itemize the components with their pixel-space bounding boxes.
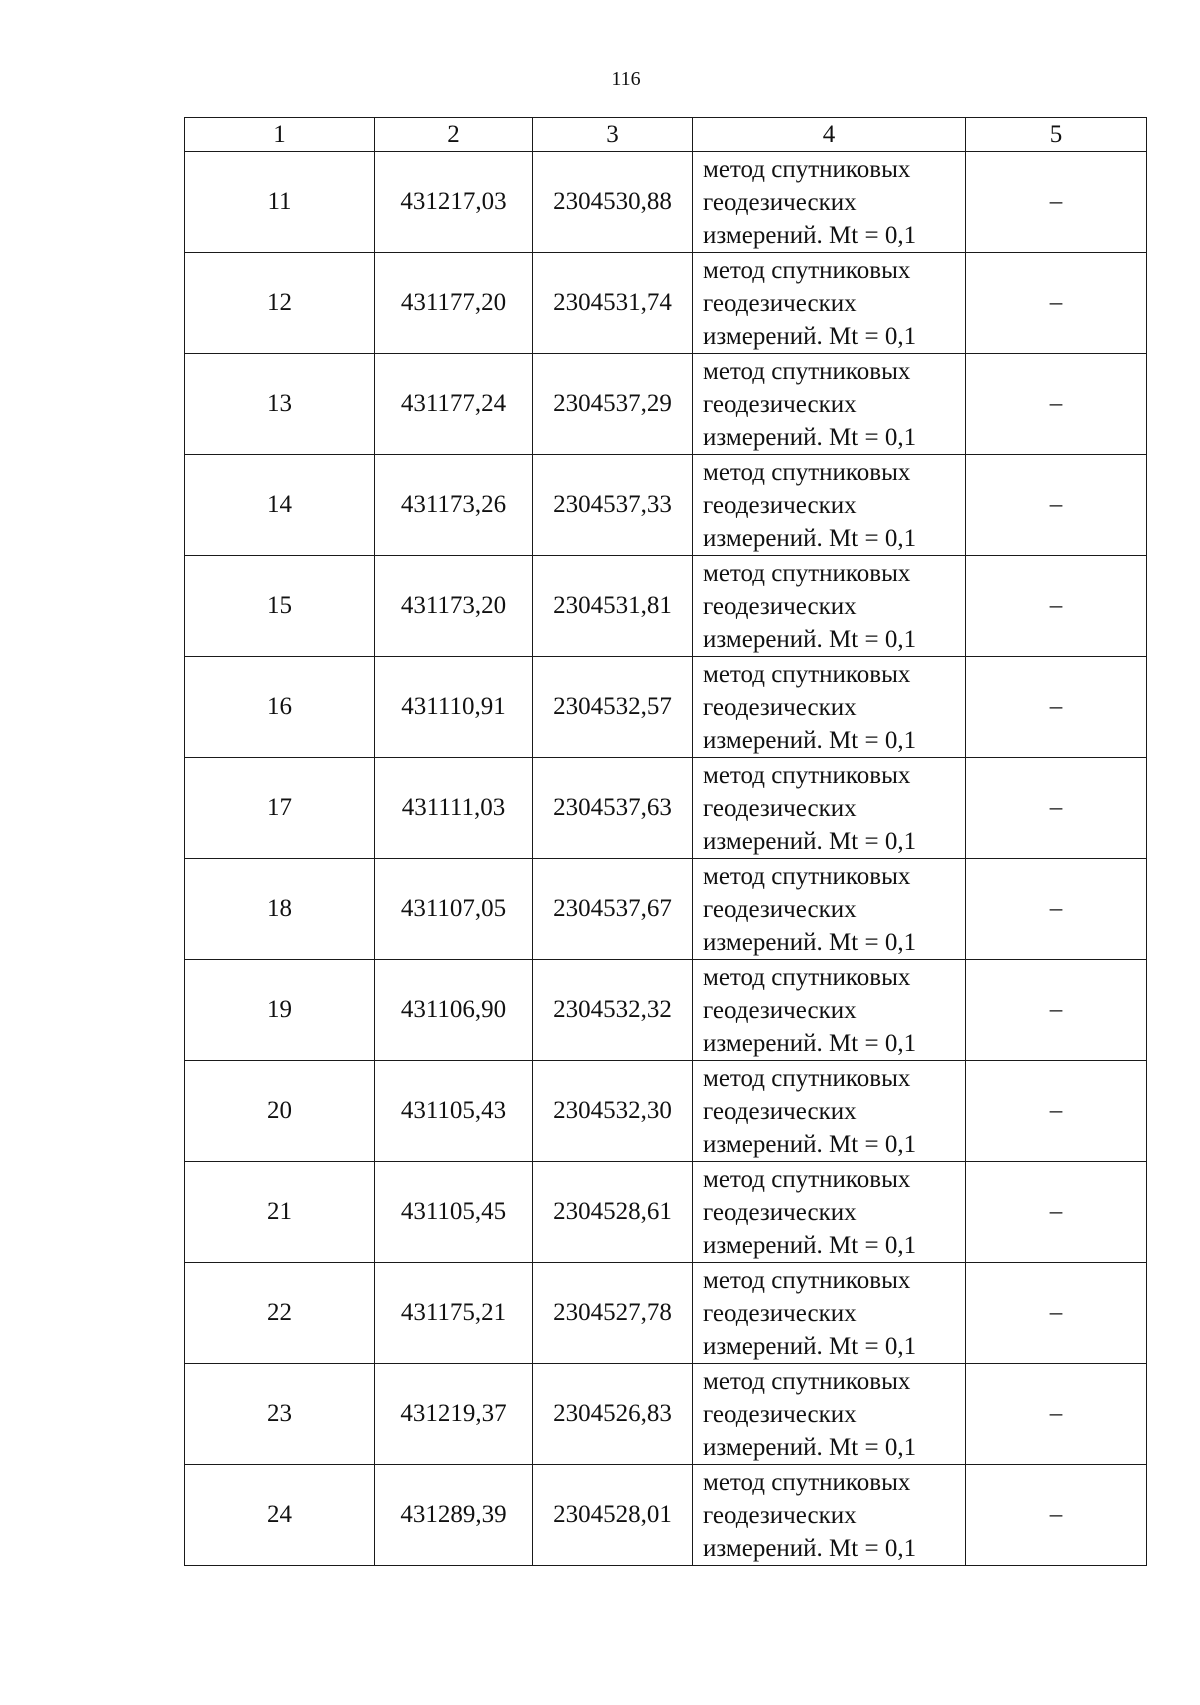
table-row — [185, 1061, 1147, 1162]
table-header-row — [185, 118, 1147, 152]
point-number-cell: 13 — [185, 354, 375, 455]
table-row — [185, 657, 1147, 758]
x-coordinate-cell: 431173,26 — [375, 455, 533, 556]
point-number-cell: 18 — [185, 859, 375, 960]
point-number-cell: 21 — [185, 1162, 375, 1263]
method-cell: метод спутниковых геодезических измерений. Mt = 0,1 — [693, 859, 966, 960]
method-cell: метод спутниковых геодезических измерений. Mt = 0,1 — [693, 1465, 966, 1566]
method-cell: метод спутниковых геодезических измерений. Mt = 0,1 — [693, 1061, 966, 1162]
header-col-3: 3 — [533, 118, 693, 152]
point-number-cell: 16 — [185, 657, 375, 758]
header-col-2: 2 — [375, 118, 533, 152]
point-number-cell: 20 — [185, 1061, 375, 1162]
note-cell: – — [966, 758, 1147, 859]
y-coordinate-cell: 2304537,67 — [533, 859, 693, 960]
note-cell: – — [966, 1061, 1147, 1162]
x-coordinate-cell: 431175,21 — [375, 1263, 533, 1364]
point-number-cell: 19 — [185, 960, 375, 1061]
header-col-4: 4 — [693, 118, 966, 152]
table-row — [185, 556, 1147, 657]
point-number-cell: 15 — [185, 556, 375, 657]
method-cell: метод спутниковых геодезических измерений. Mt = 0,1 — [693, 1263, 966, 1364]
note-cell: – — [966, 455, 1147, 556]
y-coordinate-cell: 2304532,30 — [533, 1061, 693, 1162]
y-coordinate-cell: 2304527,78 — [533, 1263, 693, 1364]
point-number-cell: 11 — [185, 152, 375, 253]
y-coordinate-cell: 2304531,74 — [533, 253, 693, 354]
note-cell: – — [966, 1162, 1147, 1263]
x-coordinate-cell: 431289,39 — [375, 1465, 533, 1566]
point-number-cell: 17 — [185, 758, 375, 859]
header-col-1: 1 — [185, 118, 375, 152]
x-coordinate-cell: 431177,20 — [375, 253, 533, 354]
y-coordinate-cell: 2304532,57 — [533, 657, 693, 758]
x-coordinate-cell: 431111,03 — [375, 758, 533, 859]
y-coordinate-cell: 2304537,63 — [533, 758, 693, 859]
table-row — [185, 1263, 1147, 1364]
table-row — [185, 253, 1147, 354]
method-cell: метод спутниковых геодезических измерений. Mt = 0,1 — [693, 657, 966, 758]
table-row — [185, 1465, 1147, 1566]
x-coordinate-cell: 431105,45 — [375, 1162, 533, 1263]
point-number-cell: 23 — [185, 1364, 375, 1465]
note-cell: – — [966, 1263, 1147, 1364]
y-coordinate-cell: 2304530,88 — [533, 152, 693, 253]
note-cell: – — [966, 354, 1147, 455]
page-number: 116 — [611, 68, 641, 90]
method-cell: метод спутниковых геодезических измерений. Mt = 0,1 — [693, 253, 966, 354]
y-coordinate-cell: 2304532,32 — [533, 960, 693, 1061]
x-coordinate-cell: 431110,91 — [375, 657, 533, 758]
method-cell: метод спутниковых геодезических измерений. Mt = 0,1 — [693, 1364, 966, 1465]
table-row — [185, 354, 1147, 455]
table-row — [185, 859, 1147, 960]
y-coordinate-cell: 2304528,61 — [533, 1162, 693, 1263]
table-row — [185, 455, 1147, 556]
method-cell: метод спутниковых геодезических измерений. Mt = 0,1 — [693, 556, 966, 657]
x-coordinate-cell: 431177,24 — [375, 354, 533, 455]
x-coordinate-cell: 431105,43 — [375, 1061, 533, 1162]
note-cell: – — [966, 1364, 1147, 1465]
note-cell: – — [966, 657, 1147, 758]
note-cell: – — [966, 859, 1147, 960]
coordinates-table — [184, 117, 1147, 1566]
point-number-cell: 14 — [185, 455, 375, 556]
note-cell: – — [966, 556, 1147, 657]
header-col-5: 5 — [966, 118, 1147, 152]
y-coordinate-cell: 2304528,01 — [533, 1465, 693, 1566]
x-coordinate-cell: 431173,20 — [375, 556, 533, 657]
y-coordinate-cell: 2304537,33 — [533, 455, 693, 556]
x-coordinate-cell: 431106,90 — [375, 960, 533, 1061]
method-cell: метод спутниковых геодезических измерений. Mt = 0,1 — [693, 152, 966, 253]
table-row — [185, 1162, 1147, 1263]
y-coordinate-cell: 2304531,81 — [533, 556, 693, 657]
table-row — [185, 960, 1147, 1061]
point-number-cell: 12 — [185, 253, 375, 354]
y-coordinate-cell: 2304537,29 — [533, 354, 693, 455]
table-row — [185, 152, 1147, 253]
table-row — [185, 758, 1147, 859]
note-cell: – — [966, 152, 1147, 253]
method-cell: метод спутниковых геодезических измерений. Mt = 0,1 — [693, 455, 966, 556]
y-coordinate-cell: 2304526,83 — [533, 1364, 693, 1465]
note-cell: – — [966, 1465, 1147, 1566]
x-coordinate-cell: 431217,03 — [375, 152, 533, 253]
method-cell: метод спутниковых геодезических измерений. Mt = 0,1 — [693, 1162, 966, 1263]
point-number-cell: 24 — [185, 1465, 375, 1566]
table-row — [185, 1364, 1147, 1465]
method-cell: метод спутниковых геодезических измерений. Mt = 0,1 — [693, 354, 966, 455]
method-cell: метод спутниковых геодезических измерений. Mt = 0,1 — [693, 758, 966, 859]
x-coordinate-cell: 431219,37 — [375, 1364, 533, 1465]
method-cell: метод спутниковых геодезических измерений. Mt = 0,1 — [693, 960, 966, 1061]
note-cell: – — [966, 253, 1147, 354]
point-number-cell: 22 — [185, 1263, 375, 1364]
note-cell: – — [966, 960, 1147, 1061]
x-coordinate-cell: 431107,05 — [375, 859, 533, 960]
